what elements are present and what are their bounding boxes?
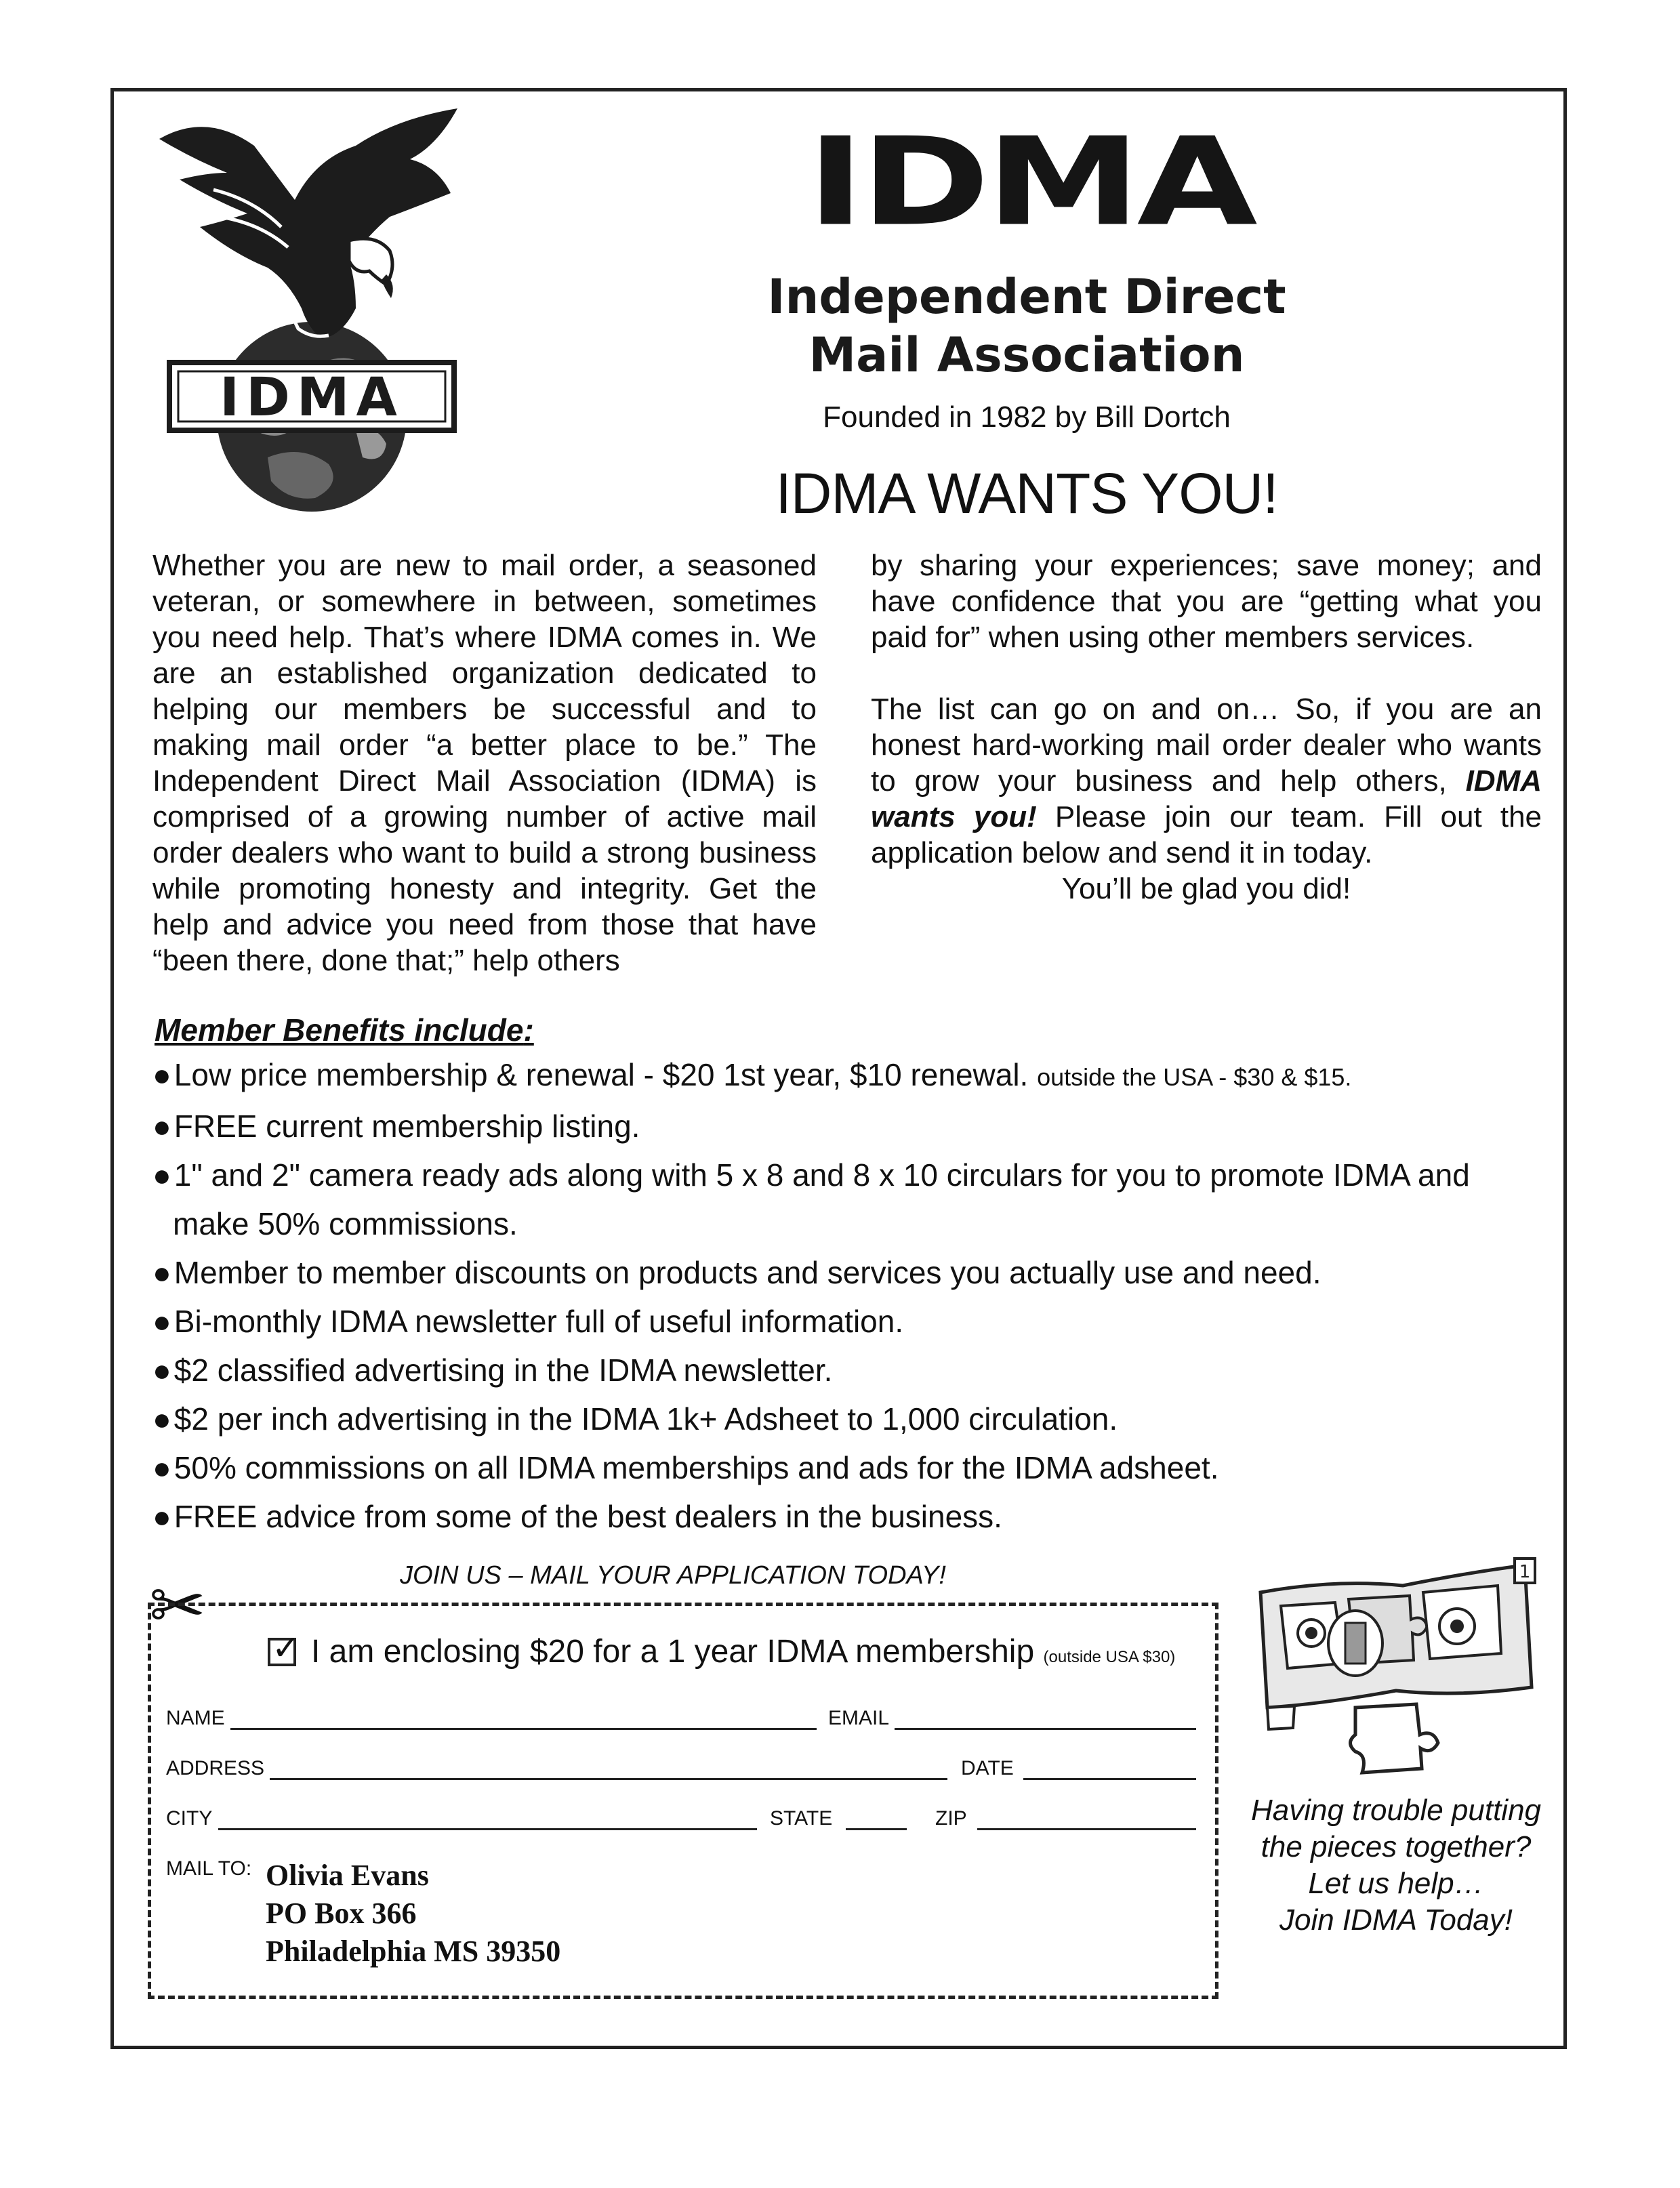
- scissors-icon: ✂: [149, 1568, 206, 1644]
- checkmark-icon: ✓: [272, 1629, 300, 1667]
- intro-closing-text-a: The list can go on and on… So, if you are an honest hard-working mail order dealer who wants to grow your business and help others,: [871, 693, 1542, 798]
- help-callout-line2: the pieces together?: [1261, 1830, 1532, 1863]
- bullet-icon: ●: [152, 1450, 171, 1485]
- list-item: [152, 1248, 1555, 1297]
- bullet-icon: ●: [152, 1401, 171, 1437]
- checkbox-label: I am enclosing $20 for a 1 year IDMA membership: [311, 1634, 1035, 1670]
- puzzle-money-icon: [1254, 1552, 1538, 1782]
- name-label: NAME: [166, 1707, 225, 1729]
- mail-city: Philadelphia MS 39350: [266, 1935, 561, 1968]
- benefit-text-continued: make 50% commissions.: [173, 1206, 518, 1241]
- founded-note: Founded in 1982 by Bill Dortch: [823, 400, 1231, 434]
- list-item: [152, 1102, 1555, 1151]
- benefit-text: $2 per inch advertising in the IDMA 1k+ Adsheet to 1,000 circulation.: [173, 1401, 1118, 1437]
- help-callout-line4: Join IDMA Today!: [1279, 1903, 1513, 1937]
- page-title: IDMA: [806, 112, 1254, 253]
- address-field[interactable]: [270, 1778, 947, 1780]
- mail-to-label: MAIL TO:: [166, 1857, 252, 1880]
- organization-name-line2: Mail Association: [808, 327, 1245, 383]
- bullet-icon: ●: [152, 1157, 171, 1193]
- intro-right-column: [871, 548, 1542, 907]
- bullet-icon: ●: [152, 1304, 171, 1339]
- mail-street: PO Box 366: [266, 1897, 417, 1930]
- membership-checkbox-row: [268, 1629, 1176, 1678]
- zip-label: ZIP: [935, 1807, 967, 1830]
- address-label: ADDRESS: [166, 1757, 265, 1779]
- bullet-icon: ●: [152, 1353, 171, 1388]
- list-item: [152, 1297, 1555, 1346]
- list-item: [152, 1346, 1555, 1395]
- bullet-icon: ●: [152, 1255, 171, 1290]
- benefit-text: 50% commissions on all IDMA memberships and ads for the IDMA adsheet.: [173, 1450, 1219, 1485]
- intro-emphasis: IDMA wants you!: [871, 764, 1542, 833]
- benefit-text: $2 classified advertising in the IDMA newsletter.: [173, 1353, 833, 1388]
- help-callout: [1220, 1792, 1572, 1939]
- benefit-text: Low price membership & renewal - $20 1st year, $10 renewal.: [173, 1057, 1029, 1092]
- benefit-text: 1" and 2" camera ready ads along with 5 x 8 and 8 x 10 circulars for you to promote IDMA and: [173, 1157, 1470, 1193]
- intro-closing-text-b: Please join our team. Fill out the application below and send it in today.: [871, 800, 1542, 869]
- benefit-note: outside the USA - $30 & $15.: [1037, 1063, 1352, 1091]
- bullet-icon: ●: [152, 1057, 171, 1092]
- join-us-banner: JOIN US – MAIL YOUR APPLICATION TODAY!: [400, 1561, 946, 1590]
- intro-paragraph: Whether you are new to mail order, a seasoned veteran, or somewhere in between, sometimes you need help. That’s where IDMA comes in. We are an established organization dedicated to helping our members be successful and to making mail order “a better place to be.” The Independent Direct Mail Association (IDMA) is comprised of a growing number of active mail order dealers who want to build a strong business while promoting honesty and integrity. Get the help and advice you need from those that have “been there, done that;” help others: [152, 549, 817, 977]
- date-label: DATE: [961, 1757, 1014, 1779]
- benefits-heading-colon: :: [523, 1012, 534, 1048]
- mail-recipient: Olivia Evans: [266, 1859, 429, 1892]
- email-label: EMAIL: [828, 1707, 890, 1729]
- organization-name-line1: Independent Direct: [767, 269, 1286, 325]
- date-field[interactable]: [1023, 1778, 1196, 1780]
- list-item: [152, 1492, 1555, 1541]
- state-label: STATE: [770, 1807, 833, 1830]
- list-item: [152, 1050, 1555, 1102]
- email-field[interactable]: [895, 1728, 1196, 1730]
- intro-signoff: You’ll be glad you did!: [1061, 872, 1351, 905]
- mailing-address: [266, 1857, 560, 1970]
- benefit-text: Bi-monthly IDMA newsletter full of useful information.: [173, 1304, 904, 1339]
- benefits-list: [152, 1050, 1555, 1541]
- intro-paragraph-continued: by sharing your experiences; save money; and have confidence that you are “getting what you paid for” when using other members services.: [871, 549, 1542, 654]
- checkbox-note: (outside USA $30): [1043, 1648, 1176, 1666]
- list-item: [152, 1395, 1555, 1443]
- zip-field[interactable]: [977, 1828, 1196, 1830]
- intro-closing-paragraph: [871, 691, 1542, 871]
- bullet-icon: ●: [152, 1499, 171, 1534]
- headline: IDMA WANTS YOU!: [775, 461, 1278, 525]
- name-field[interactable]: [230, 1728, 817, 1730]
- benefit-text: FREE advice from some of the best dealers in the business.: [173, 1499, 1002, 1534]
- benefit-text: FREE current membership listing.: [173, 1109, 640, 1144]
- logo-text: IDMA: [220, 367, 404, 428]
- svg-text:1: 1: [1519, 1562, 1531, 1582]
- help-callout-line3: Let us help…: [1308, 1867, 1484, 1900]
- help-callout-line1: Having trouble putting: [1250, 1794, 1542, 1827]
- intro-left-column: [152, 548, 817, 978]
- organization-name: [705, 268, 1349, 384]
- bullet-icon: ●: [152, 1109, 171, 1144]
- list-item: [152, 1151, 1555, 1248]
- city-label: CITY: [166, 1807, 213, 1830]
- membership-checkbox[interactable]: [268, 1629, 300, 1667]
- state-field[interactable]: [846, 1828, 907, 1830]
- list-item: [152, 1443, 1555, 1492]
- city-field[interactable]: [218, 1828, 757, 1830]
- benefits-heading-text: Member Benefits include: [155, 1012, 524, 1048]
- eagle-globe-logo: [152, 105, 471, 518]
- benefit-text: Member to member discounts on products and services you actually use and need.: [173, 1255, 1322, 1290]
- benefits-heading: [155, 1010, 534, 1050]
